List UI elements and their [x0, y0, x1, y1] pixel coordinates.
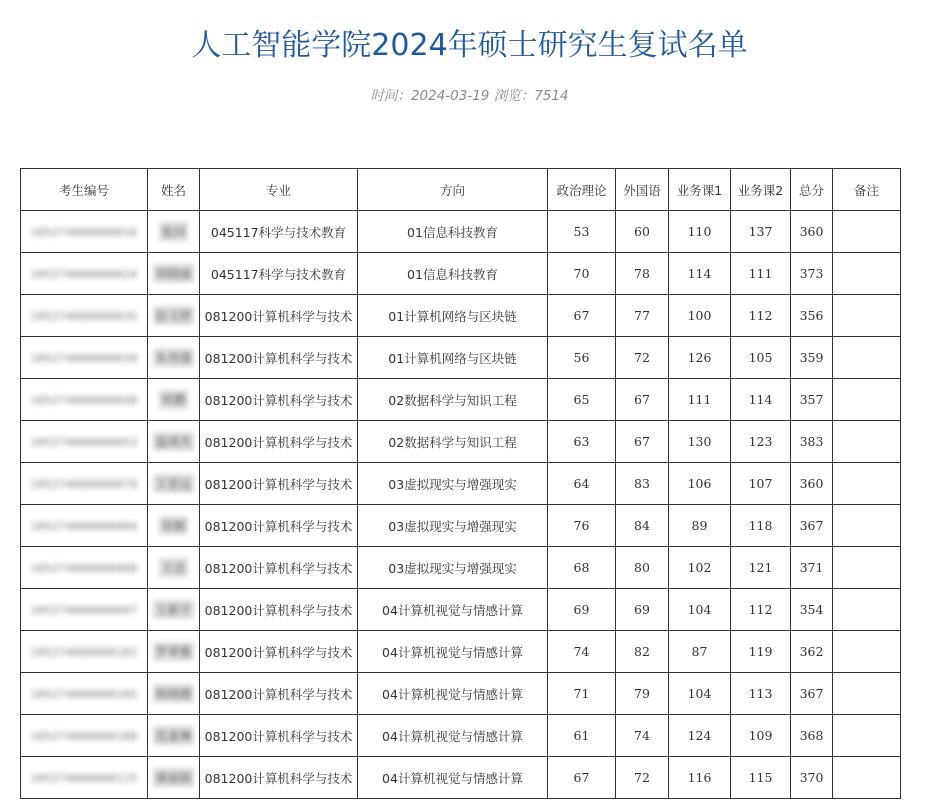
cell-exam-id — [21, 547, 148, 589]
cell-foreign-language: 72 — [616, 337, 669, 379]
cell-course-2: 115 — [731, 757, 791, 799]
cell-remark — [833, 715, 901, 757]
cell-direction: 01计算机网络与区块链 — [358, 295, 548, 337]
cell-direction: 03虚拟现实与增强现实 — [358, 463, 548, 505]
cell-course-1: 106 — [669, 463, 731, 505]
cell-direction: 04计算机视觉与情感计算 — [358, 715, 548, 757]
cell-total: 368 — [791, 715, 833, 757]
header-course-2: 业务课2 — [731, 169, 791, 211]
cell-major: 081200计算机科学与技术 — [200, 757, 358, 799]
cell-politics: 70 — [548, 253, 616, 295]
page-title: 人工智能学院2024年硕士研究生复试名单 — [191, 28, 748, 63]
table-row — [21, 211, 901, 253]
cell-remark — [833, 757, 901, 799]
cell-total: 383 — [791, 421, 833, 463]
cell-major: 045117科学与技术教育 — [200, 253, 358, 295]
cell-politics: 67 — [548, 757, 616, 799]
table-row — [21, 547, 901, 589]
cell-course-2: 137 — [731, 211, 791, 253]
cell-course-1: 116 — [669, 757, 731, 799]
cell-major: 081200计算机科学与技术 — [200, 589, 358, 631]
cell-exam-id-text: 105274000000048 — [30, 394, 138, 407]
header-name: 姓名 — [148, 169, 200, 211]
cell-course-1: 124 — [669, 715, 731, 757]
cell-remark — [833, 631, 901, 673]
cell-total: 360 — [791, 211, 833, 253]
table-row — [21, 463, 901, 505]
table-body — [21, 211, 901, 799]
time-label: 时间： — [370, 88, 411, 104]
header-foreign-language: 外国语 — [616, 169, 669, 211]
table-container — [20, 168, 900, 799]
cell-remark — [833, 211, 901, 253]
cell-total: 360 — [791, 463, 833, 505]
cell-major: 081200计算机科学与技术 — [200, 715, 358, 757]
cell-course-1: 104 — [669, 673, 731, 715]
table-row — [21, 673, 901, 715]
cell-name — [148, 673, 200, 715]
cell-foreign-language: 78 — [616, 253, 669, 295]
cell-major: 081200计算机科学与技术 — [200, 631, 358, 673]
cell-course-2: 123 — [731, 421, 791, 463]
cell-direction: 03虚拟现实与增强现实 — [358, 547, 548, 589]
cell-politics: 63 — [548, 421, 616, 463]
cell-direction: 01信息科技教育 — [358, 253, 548, 295]
cell-exam-id — [21, 757, 148, 799]
cell-course-2: 109 — [731, 715, 791, 757]
cell-major: 081200计算机科学与技术 — [200, 673, 358, 715]
cell-direction: 04计算机视觉与情感计算 — [358, 757, 548, 799]
cell-name — [148, 337, 200, 379]
cell-remark — [833, 253, 901, 295]
cell-exam-id-text: 105274000000088 — [30, 562, 138, 575]
cell-exam-id — [21, 631, 148, 673]
cell-major: 081200计算机科学与技术 — [200, 295, 358, 337]
cell-major: 081200计算机科学与技术 — [200, 505, 358, 547]
cell-name-text: 罗翠雅 — [153, 642, 193, 661]
cell-name — [148, 631, 200, 673]
table-row — [21, 253, 901, 295]
cell-name — [148, 211, 200, 253]
cell-course-2: 119 — [731, 631, 791, 673]
header-course-1: 业务课1 — [669, 169, 731, 211]
views-label: 浏览： — [493, 88, 535, 104]
cell-foreign-language: 67 — [616, 379, 669, 421]
table-row — [21, 589, 901, 631]
cell-name-text: 王新宇 — [153, 600, 193, 619]
cell-major: 081200计算机科学与技术 — [200, 421, 358, 463]
cell-name — [148, 589, 200, 631]
cell-name-text: 王洁 — [159, 558, 187, 577]
cell-direction: 01信息科技教育 — [358, 211, 548, 253]
cell-politics: 61 — [548, 715, 616, 757]
cell-course-1: 114 — [669, 253, 731, 295]
cell-exam-id-text: 105274000000084 — [30, 520, 138, 533]
cell-name — [148, 715, 200, 757]
cell-course-2: 118 — [731, 505, 791, 547]
cell-remark — [833, 589, 901, 631]
header-total: 总分 — [791, 169, 833, 211]
cell-exam-id-text: 105274000000053 — [30, 436, 138, 449]
cell-major: 045117科学与技术教育 — [200, 211, 358, 253]
cell-total: 359 — [791, 337, 833, 379]
table-row — [21, 757, 901, 799]
cell-exam-id — [21, 463, 148, 505]
cell-politics: 67 — [548, 295, 616, 337]
cell-name-text: 朱伟强 — [153, 348, 193, 367]
table-row — [21, 505, 901, 547]
cell-exam-id — [21, 715, 148, 757]
cell-name-text: 范嘉琳 — [153, 726, 193, 745]
cell-foreign-language: 72 — [616, 757, 669, 799]
cell-foreign-language: 84 — [616, 505, 669, 547]
cell-direction: 04计算机视觉与情感计算 — [358, 589, 548, 631]
cell-total: 370 — [791, 757, 833, 799]
cell-name-text: 温靖杰 — [153, 432, 193, 451]
cell-direction: 01计算机网络与区块链 — [358, 337, 548, 379]
time-value: 2024-03-19 — [410, 88, 490, 104]
cell-politics: 76 — [548, 505, 616, 547]
cell-exam-id-text: 105274000000102 — [30, 646, 138, 659]
cell-course-2: 107 — [731, 463, 791, 505]
cell-name — [148, 421, 200, 463]
cell-exam-id-text: 105274000000115 — [30, 772, 138, 785]
cell-course-1: 100 — [669, 295, 731, 337]
cell-name — [148, 505, 200, 547]
header-remark: 备注 — [833, 169, 901, 211]
cell-course-2: 105 — [731, 337, 791, 379]
candidate-table — [20, 168, 901, 799]
cell-exam-id — [21, 589, 148, 631]
cell-major: 081200计算机科学与技术 — [200, 463, 358, 505]
cell-foreign-language: 82 — [616, 631, 669, 673]
cell-politics: 74 — [548, 631, 616, 673]
cell-remark — [833, 547, 901, 589]
cell-total: 367 — [791, 505, 833, 547]
cell-major: 081200计算机科学与技术 — [200, 547, 358, 589]
cell-name-text: 张同 — [159, 222, 187, 241]
cell-name-text: 康丽娟 — [153, 768, 193, 787]
cell-course-1: 102 — [669, 547, 731, 589]
cell-total: 354 — [791, 589, 833, 631]
cell-course-1: 130 — [669, 421, 731, 463]
cell-course-1: 87 — [669, 631, 731, 673]
cell-exam-id — [21, 505, 148, 547]
cell-total: 356 — [791, 295, 833, 337]
table-row — [21, 379, 901, 421]
cell-direction: 04计算机视觉与情感计算 — [358, 673, 548, 715]
cell-name-text: 赵文婷 — [153, 306, 193, 325]
cell-foreign-language: 69 — [616, 589, 669, 631]
cell-name-text: 周鹏 — [159, 390, 187, 409]
header-exam-id: 考生编号 — [21, 169, 148, 211]
cell-major: 081200计算机科学与技术 — [200, 337, 358, 379]
cell-course-2: 112 — [731, 295, 791, 337]
cell-remark — [833, 505, 901, 547]
views-value: 7514 — [534, 88, 569, 104]
cell-politics: 68 — [548, 547, 616, 589]
cell-name — [148, 295, 200, 337]
cell-direction: 02数据科学与知识工程 — [358, 379, 548, 421]
cell-politics: 53 — [548, 211, 616, 253]
cell-exam-id-text: 105274000000016 — [30, 226, 138, 239]
cell-foreign-language: 74 — [616, 715, 669, 757]
cell-exam-id — [21, 295, 148, 337]
cell-exam-id-text: 105274000000039 — [30, 352, 138, 365]
cell-name — [148, 463, 200, 505]
cell-name-text: 王思远 — [153, 474, 193, 493]
cell-exam-id-text: 105274000000105 — [30, 688, 138, 701]
table-row — [21, 715, 901, 757]
cell-course-2: 112 — [731, 589, 791, 631]
table-row — [21, 421, 901, 463]
cell-foreign-language: 80 — [616, 547, 669, 589]
cell-exam-id — [21, 253, 148, 295]
cell-course-2: 121 — [731, 547, 791, 589]
table-row — [21, 295, 901, 337]
cell-foreign-language: 60 — [616, 211, 669, 253]
cell-course-1: 111 — [669, 379, 731, 421]
cell-politics: 64 — [548, 463, 616, 505]
cell-total: 371 — [791, 547, 833, 589]
cell-name — [148, 757, 200, 799]
cell-total: 367 — [791, 673, 833, 715]
cell-exam-id-text: 105274000000035 — [30, 310, 138, 323]
cell-name — [148, 379, 200, 421]
cell-exam-id-text: 105274000000079 — [30, 478, 138, 491]
cell-major: 081200计算机科学与技术 — [200, 379, 358, 421]
table-row — [21, 337, 901, 379]
header-major: 专业 — [200, 169, 358, 211]
cell-course-1: 104 — [669, 589, 731, 631]
cell-exam-id — [21, 421, 148, 463]
cell-course-1: 110 — [669, 211, 731, 253]
cell-politics: 65 — [548, 379, 616, 421]
cell-exam-id — [21, 211, 148, 253]
cell-remark — [833, 337, 901, 379]
header-politics: 政治理论 — [548, 169, 616, 211]
cell-course-2: 114 — [731, 379, 791, 421]
table-row — [21, 631, 901, 673]
cell-remark — [833, 673, 901, 715]
header-direction: 方向 — [358, 169, 548, 211]
cell-exam-id-text: 105274000000024 — [30, 268, 138, 281]
cell-exam-id-text: 105274000000108 — [30, 730, 138, 743]
cell-exam-id — [21, 673, 148, 715]
cell-total: 362 — [791, 631, 833, 673]
cell-politics: 56 — [548, 337, 616, 379]
cell-exam-id — [21, 337, 148, 379]
cell-course-1: 89 — [669, 505, 731, 547]
cell-foreign-language: 79 — [616, 673, 669, 715]
cell-total: 373 — [791, 253, 833, 295]
cell-direction: 04计算机视觉与情感计算 — [358, 631, 548, 673]
cell-politics: 69 — [548, 589, 616, 631]
cell-name-text: 徐颖 — [159, 516, 187, 535]
cell-remark — [833, 295, 901, 337]
cell-remark — [833, 421, 901, 463]
cell-remark — [833, 379, 901, 421]
cell-foreign-language: 67 — [616, 421, 669, 463]
cell-course-2: 111 — [731, 253, 791, 295]
cell-name-text: 胡晓丽 — [153, 264, 193, 283]
cell-name-text: 杨晓薇 — [153, 684, 193, 703]
cell-exam-id — [21, 379, 148, 421]
cell-name — [148, 547, 200, 589]
cell-direction: 03虚拟现实与增强现实 — [358, 505, 548, 547]
cell-exam-id-text: 105274000000097 — [30, 604, 138, 617]
cell-remark — [833, 463, 901, 505]
cell-course-2: 113 — [731, 673, 791, 715]
cell-politics: 71 — [548, 673, 616, 715]
cell-course-1: 126 — [669, 337, 731, 379]
cell-total: 357 — [791, 379, 833, 421]
table-header-row — [21, 169, 901, 211]
cell-name — [148, 253, 200, 295]
cell-foreign-language: 83 — [616, 463, 669, 505]
cell-direction: 02数据科学与知识工程 — [358, 421, 548, 463]
cell-foreign-language: 77 — [616, 295, 669, 337]
article-meta — [0, 86, 939, 106]
